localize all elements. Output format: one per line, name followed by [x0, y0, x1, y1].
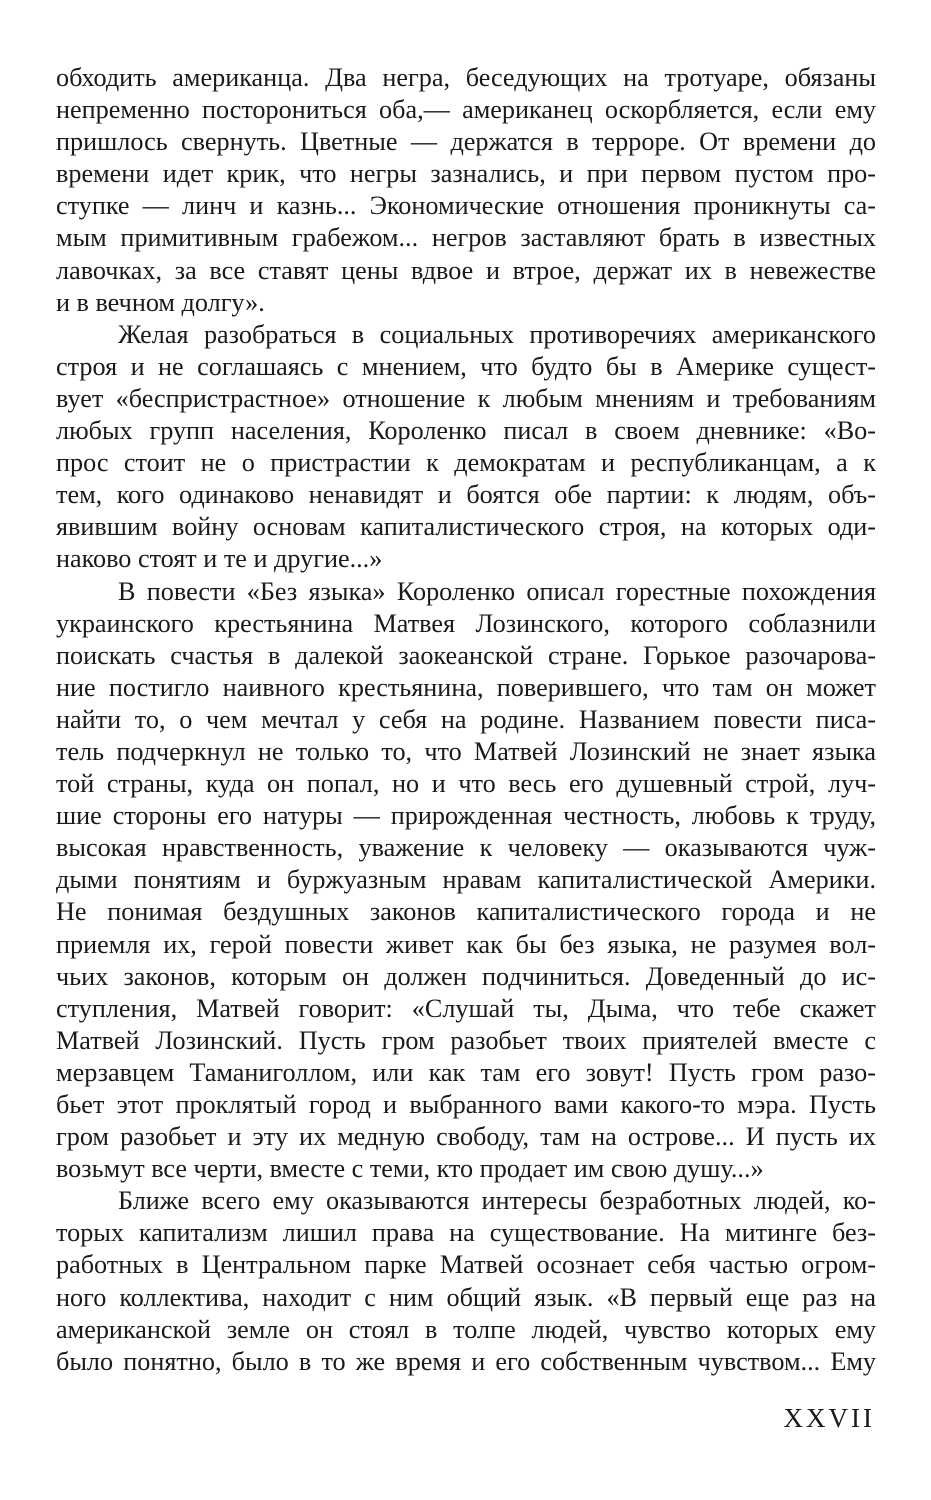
- text-line: мым примитивным грабежом... негров заставляют брать в известных: [56, 223, 876, 253]
- text-line: явившим войну основам капиталистического строя, на которых оди-: [56, 512, 876, 542]
- text-line: непременно посторониться оба,— американец оскорбляется, если ему: [56, 95, 876, 125]
- text-line: ного коллектива, находит с ним общий язык. «В первый еще раз на: [56, 1282, 876, 1312]
- page-number: XXVII: [783, 1403, 875, 1433]
- text-line: поискать счастья в далекой заокеанской стране. Горькое разочарова-: [56, 640, 876, 670]
- text-line: торых капитализм лишил права на существование. На митинге без-: [56, 1218, 876, 1248]
- text-line: В повести «Без языка» Короленко описал горестные похождения: [118, 576, 876, 606]
- text-line: шие стороны его натуры — прирожденная честность, любовь к труду,: [56, 801, 876, 831]
- text-line: Матвей Лозинский. Пусть гром разобьет твоих приятелей вместе с: [56, 1025, 876, 1055]
- text-line: тель подчеркнул не только то, что Матвей Лозинский не знает языка: [56, 736, 876, 766]
- text-line: американской земле он стоял в толпе людей, чувство которых ему: [56, 1314, 876, 1344]
- text-line: ступке — линч и казнь... Экономические отношения проникнуты са-: [56, 191, 876, 221]
- text-line: возьмут все черти, вместе с теми, кто продает им свою душу...»: [56, 1154, 764, 1184]
- paragraph-4: [56, 1185, 876, 1378]
- page-body: [56, 62, 876, 1378]
- text-line: времени идет крик, что негры зазнались, и при первом пустом про-: [56, 159, 876, 189]
- text-line: Желая разобраться в социальных противоречиях американского: [118, 319, 876, 349]
- text-line: вует «беспристрастное» отношение к любым мнениям и требованиям: [56, 383, 876, 413]
- paragraph-3: [56, 576, 876, 1186]
- text-line: и в вечном долгу».: [56, 287, 265, 317]
- text-line: дыми понятиям и буржуазным нравам капиталистической Америки.: [56, 865, 876, 895]
- text-line: обходить американца. Два негра, беседующих на тротуаре, обязаны: [56, 63, 876, 92]
- text-line: было понятно, было в то же время и его собственным чувством... Ему: [56, 1346, 876, 1376]
- text-line: пришлось свернуть. Цветные — держатся в терроре. От времени до: [56, 127, 876, 157]
- text-line: чьих законов, которым он должен подчиниться. Доведенный до ис-: [56, 961, 876, 991]
- text-line: приемля их, герой повести живет как бы без языка, не разумея вол-: [56, 929, 876, 959]
- text-line: тем, кого одинаково ненавидят и боятся обе партии: к людям, объ-: [56, 480, 876, 510]
- text-line: Не понимая бездушных законов капиталистического города и не: [56, 897, 876, 927]
- text-line: мерзавцем Таманиголлом, или как там его зовут! Пусть гром разо-: [56, 1057, 876, 1087]
- text-line: любых групп населения, Короленко писал в своем дневнике: «Во-: [56, 416, 876, 446]
- text-line: бьет этот проклятый город и выбранного вами какого-то мэра. Пусть: [56, 1090, 876, 1119]
- text-line: работных в Центральном парке Матвей осознает себя частью огром-: [56, 1250, 876, 1280]
- text-line: прос стоит не о пристрастии к демократам и республиканцам, а к: [56, 448, 876, 478]
- text-line: гром разобьет и эту их медную свободу, там на острове... И пусть их: [56, 1122, 876, 1152]
- text-line: высокая нравственность, уважение к человеку — оказываются чуж-: [56, 833, 876, 863]
- text-line: строя и не соглашаясь с мнением, что будто бы в Америке сущест-: [56, 351, 876, 381]
- text-line: наково стоят и те и другие...»: [56, 544, 383, 574]
- text-line: Ближе всего ему оказываются интересы безработных людей, ко-: [118, 1186, 876, 1216]
- text-line: лавочках, за все ставят цены вдвое и втрое, держат их в невежестве: [56, 255, 876, 285]
- text-line: украинского крестьянина Матвея Лозинского, которого соблазнили: [56, 608, 876, 638]
- paragraph-2: [56, 319, 876, 576]
- text-line: найти то, о чем мечтал у себя на родине. Названием повести писа-: [56, 704, 876, 734]
- paragraph-1: [56, 62, 876, 319]
- text-line: ступления, Матвей говорит: «Слушай ты, Дыма, что тебе скажет: [56, 993, 876, 1023]
- text-line: той страны, куда он попал, но и что весь его душевный строй, луч-: [56, 769, 876, 799]
- text-line: ние постигло наивного крестьянина, поверившего, что там он может: [56, 672, 876, 702]
